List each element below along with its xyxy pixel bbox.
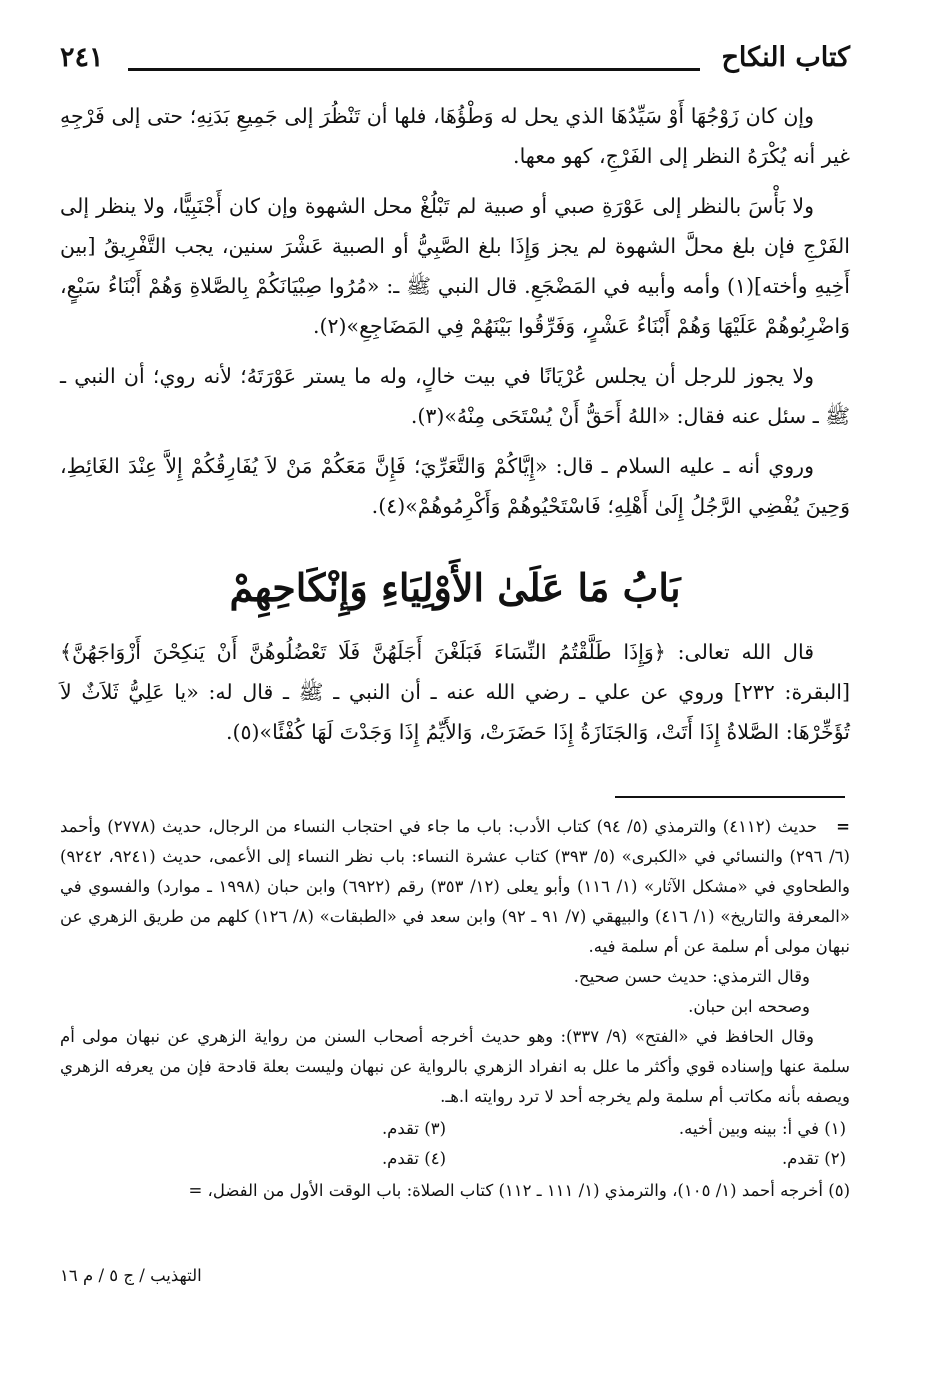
footnote-2: (٢) تقدم. — [781, 1149, 846, 1168]
footnote-continuation-text: حديث (٤١١٢) والترمذي (٥/ ٩٤) كتاب الأدب: باب ما جاء في احتجاب النساء من الرجال، حديث (٢٧٧٨) وأحمد (٦/ ٢٩٦) والنسائي في «الكبرى» (٥/ ٣٩٣) كتاب عشرة النساء: باب نظر النساء إلى الأعمى، حديث (٩٢٤١، ٩٢٤٢) والطحاوي في «مشكل الآثار» (١/ ١١٦) وأبو يعلى (١٢/ ٣٥٣) رقم (٦٩٢٢) وابن حبان (١٩٩٨ ـ موارد) والفسوي في «المعرفة والتاريخ» (١/ ٤١٦) والبيهقي (٧/ ٩١ ـ ٩٢) وابن سعد في «الطبقات» (٨/ ١٢٦) كلهم من طريق الزهري عن نبهان مولى أم سلمة عن أم سلمة فيه. — [60, 817, 851, 956]
paragraph-1: وإن كان زَوْجُهَا أَوْ سَيِّدُهَا الذي يحل له وَطْؤُهَا، فلها أن تَنْظُرَ إلى جَمِيعِ بَدَنِهِ؛ حتى إلى فَرْجِهِ غير أنه يُكْرَهُ النظر إلى الفَرْجِ، كهو معها. — [60, 104, 850, 168]
page-header — [60, 40, 850, 82]
paragraph-2: ولا بَأْسَ بالنظر إلى عَوْرَةِ صبي أو صبية لم تَبْلُغْ محل الشهوة وإن كان أَجْنَبِيًّا، ولا ينظر إلى الفَرْجِ فإن بلغ محلَّ الشهوة لم يجز وَإِذَا بلغ الصَّبِيُّ أو الصبية عَشْرَ سنين، يجب التَّفْرِيقُ [بين أَخِيهِ وأخته](١) وأمه وأبيه في المَضْجَعِ. قال النبي ﷺ ـ: «مُرُوا صِبْيَانَكُمْ بِالصَّلاةِ وَهُمْ أَبْنَاءُ سَبْعٍ، وَاضْرِبُوهُمْ عَلَيْهَا وَهُمْ أَبْنَاءُ عَشْرٍ، وَفَرِّقُوا بَيْنَهُمْ فِي المَضَاجِعِ»(٢). — [60, 194, 850, 338]
chapter-title: بَابُ مَا عَلَىٰ الأَوْلِيَاءِ وَإِنْكَاحِهِمْ — [229, 565, 681, 610]
footnote-note-1: وقال الترمذي: حديث حسن صحيح. — [573, 967, 810, 986]
footnote-3: (٣) تقدم. — [381, 1119, 446, 1138]
footnotes — [60, 812, 850, 1206]
chapter-paragraph: قال الله تعالى: ﴿وَإِذَا طَلَّقْتُمُ النِّسَاءَ فَبَلَغْنَ أَجَلَهُنَّ فَلَا تَعْضُلُوهُنَّ أَنْ يَنكِحْنَ أَزْوَاجَهُنَّ﴾ [البقرة: ٢٣٢] وروي عن علي ـ رضي الله عنه ـ أن النبي ـ ﷺ ـ قال له: «يا عَلِيُّ ثَلاَثٌ لاَ تُؤَخِّرْهَا: الصَّلاةُ إِذَا أَتَتْ، وَالجَنَازَةُ إِذَا حَضَرَتْ، وَالأَيِّمُ إِذَا وَجَدْتَ لَهَا كُفْئًا»(٥). — [60, 640, 850, 744]
footnote-note-2: وصححه ابن حبان. — [688, 997, 810, 1016]
footnote-5: (٥) أخرجه أحمد (١/ ١٠٥)، والترمذي (١/ ١١١ ـ ١١٢) كتاب الصلاة: باب الوقت الأول من الفضل، = — [188, 1181, 850, 1200]
footnote-note-3: وقال الحافظ في «الفتح» (٩/ ٣٣٧): وهو حديث أخرجه أصحاب السنن من رواية الزهري عن نبهان مولى أم سلمة عنها وإسناده قوي وأكثر ما علل به انفراد الزهري بالرواية عن نبهان وليست بعلة قادحة فإن من يعرفه الزهري ويصفه بأنه مكاتب أم سلمة ولم يخرجه أحد لا ترد روايته ا.هـ. — [60, 1027, 850, 1106]
header-rule — [128, 68, 700, 71]
footnote-continuation — [60, 812, 850, 962]
body-text — [60, 96, 850, 762]
short-footnotes — [60, 1114, 850, 1174]
page-number: ٢٤١ — [60, 42, 104, 73]
book-title: كتاب النكاح — [721, 42, 850, 73]
paragraph-3: ولا يجوز للرجل أن يجلس عُرْيَانًا في بيت خالٍ، وله ما يستر عَوْرَتَهُ؛ لأنه روي؛ أن النبي ـ ﷺ ـ سئل عنه فقال: «اللهُ أَحَقُّ أَنْ يُسْتَحَى مِنْهُ»(٣). — [60, 364, 850, 428]
footnote-4: (٤) تقدم. — [381, 1149, 446, 1168]
continuation-mark: = — [836, 817, 850, 836]
footnote-rule — [615, 796, 845, 798]
footnote-1: (١) في أ: بينه وبين أخيه. — [678, 1119, 846, 1138]
paragraph-4: وروي أنه ـ عليه السلام ـ قال: «إِيَّاكُمْ وَالتَّعَرِّيَ؛ فَإِنَّ مَعَكُمْ مَنْ لاَ يُفَارِقُكُمْ إِلاَّ عِنْدَ الغَائِطِ، وَحِينَ يُفْضِي الرَّجُلُ إِلَىٰ أَهْلِهِ؛ فَاسْتَحْيُوهُمْ وَأَكْرِمُوهُمْ»(٤). — [60, 454, 850, 518]
print-signature: التهذيب / ج ٥ / م ١٦ — [60, 1266, 202, 1285]
